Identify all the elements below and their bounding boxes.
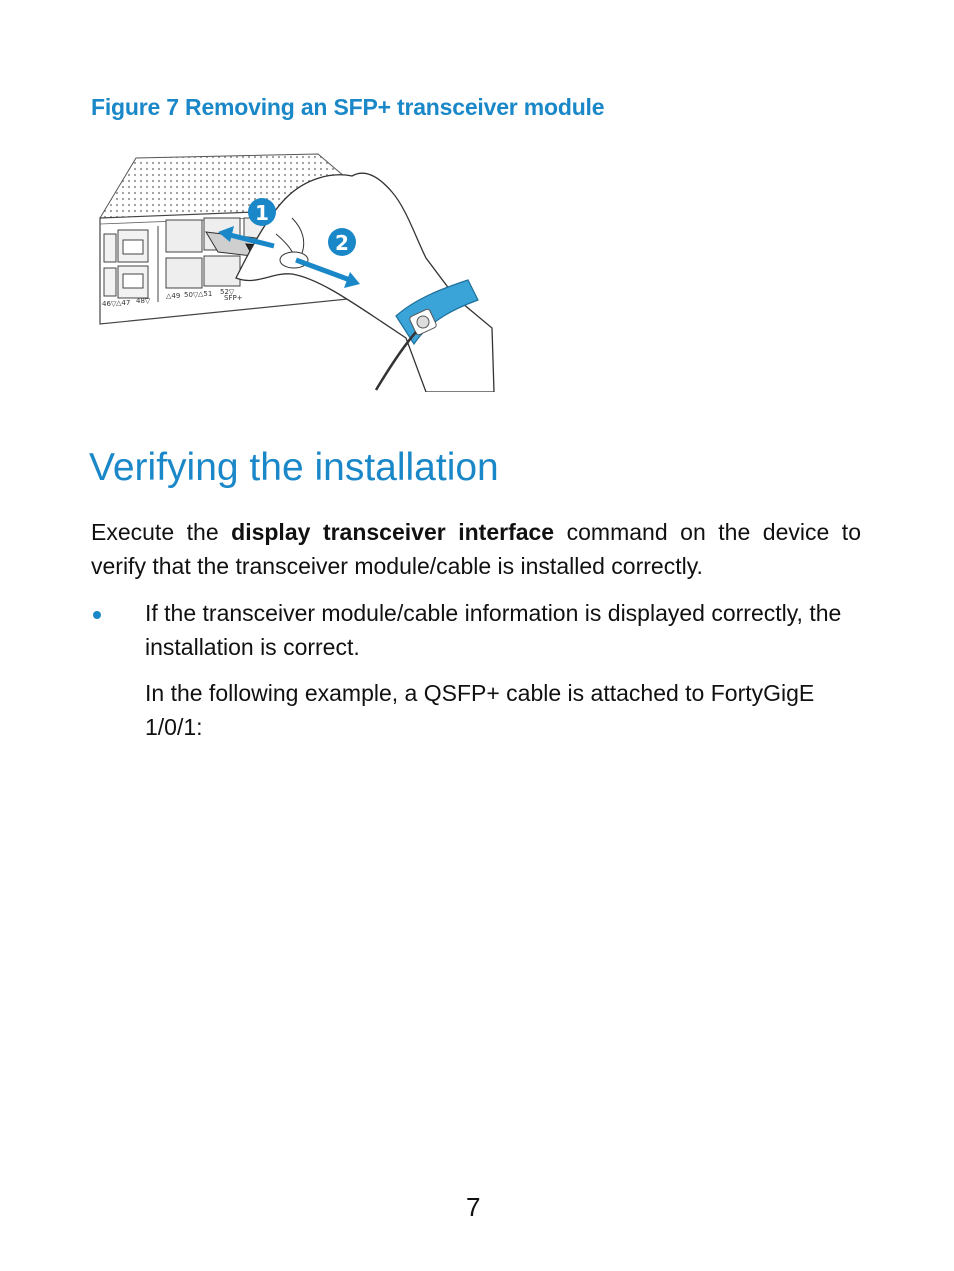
- port-label: 48▽: [136, 297, 151, 305]
- port-label: SFP+: [224, 294, 243, 302]
- callout-2: [328, 228, 356, 256]
- port-label: 52▽: [220, 288, 235, 296]
- intro-text-before: Execute the: [91, 519, 232, 545]
- grounding-cable: [376, 332, 416, 390]
- example-paragraph: In the following example, a QSFP+ cable is attached to FortyGigE 1/0/1:: [145, 680, 815, 740]
- command-name: display transceiver interface: [231, 519, 555, 545]
- section-heading: Verifying the installation: [89, 446, 499, 489]
- callout-1: [248, 198, 276, 226]
- port-label: 50▽: [184, 291, 199, 299]
- bullet-icon: [93, 611, 101, 619]
- port-label: △47: [116, 299, 131, 307]
- port-label: △51: [198, 290, 213, 298]
- intro-text-after: command on the device to verify that the transceiver module/cable is installed correctly.: [91, 519, 861, 579]
- callout-2-label: 2: [335, 231, 349, 255]
- port-label: △49: [166, 292, 181, 300]
- intro-paragraph: [91, 515, 861, 583]
- callout-1-label: 1: [255, 201, 269, 225]
- port-label: 46▽: [102, 300, 117, 308]
- page-number: 7: [466, 1192, 481, 1222]
- bullet-item: If the transceiver module/cable information is displayed correctly, the installation is correct.: [145, 600, 842, 660]
- sfp-removal-illustration: [96, 148, 500, 392]
- figure-caption: Figure 7 Removing an SFP+ transceiver module: [91, 94, 605, 120]
